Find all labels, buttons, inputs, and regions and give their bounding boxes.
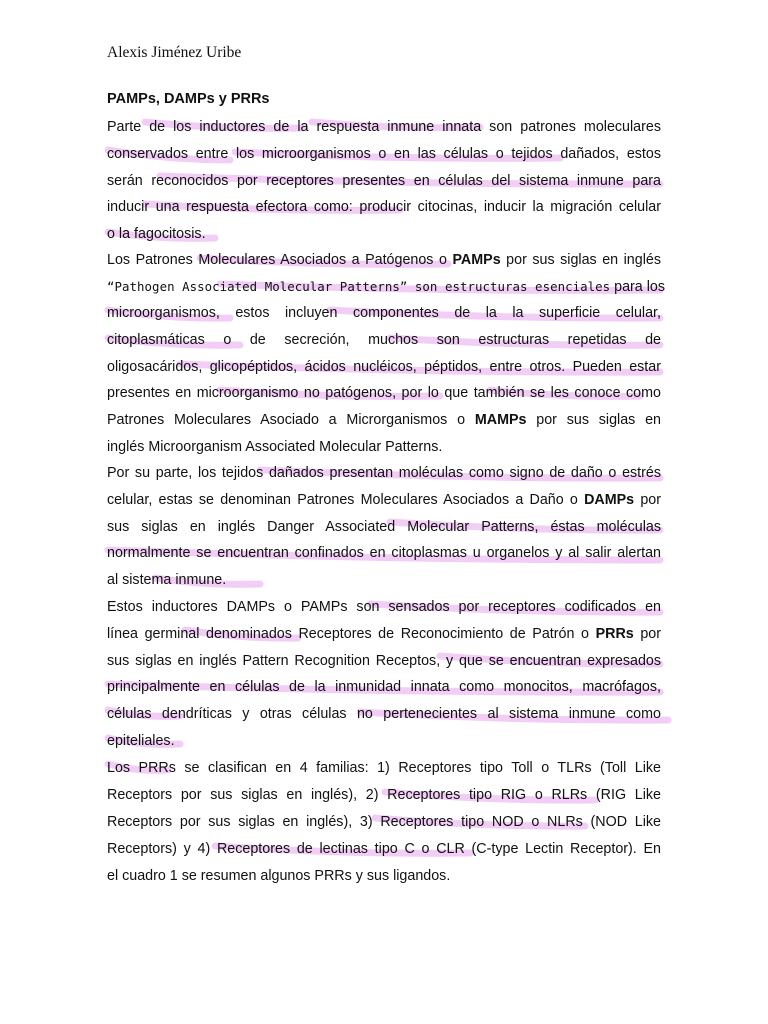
bold-term: PRRs bbox=[595, 626, 634, 642]
text-line bbox=[107, 624, 661, 644]
text-line bbox=[107, 785, 661, 805]
text-segment: por bbox=[634, 492, 661, 508]
text-line bbox=[107, 839, 661, 859]
text-line bbox=[107, 570, 661, 590]
text-segment: línea germinal denominados Receptores de Reconocimiento de Patrón o bbox=[107, 626, 596, 642]
text-line bbox=[107, 812, 661, 832]
text-segment: por sus siglas en inglés bbox=[500, 252, 661, 268]
text-line bbox=[107, 303, 661, 323]
text-segment: el cuadro 1 se resumen algunos PRRs y sus ligandos. bbox=[107, 868, 451, 884]
text-segment: “Pathogen Associated Molecular Patterns” son estructuras esenciales bbox=[107, 279, 611, 294]
text-segment: serán reconocidos por receptores presentes en células del sistema inmune para bbox=[107, 173, 661, 189]
text-segment: sus siglas en inglés Pattern Recognition Receptos, y que se encuentran expresados bbox=[107, 653, 661, 669]
text-line bbox=[107, 117, 661, 137]
text-line bbox=[107, 731, 661, 751]
text-segment: Receptors por sus siglas en inglés), 2) Receptores tipo RIG o RLRs (RIG Like bbox=[107, 787, 661, 803]
text-segment: Estos inductores DAMPs o PAMPs son sensados por receptores codificados en bbox=[107, 599, 661, 615]
text-segment: Los PRRs se clasifican en 4 familias: 1) Receptores tipo Toll o TLRs (Toll Like bbox=[107, 760, 661, 776]
text-segment: inglés Microorganism Associated Molecular Patterns. bbox=[107, 439, 443, 455]
text-segment: epiteliales. bbox=[107, 733, 175, 749]
text-segment: por bbox=[633, 626, 661, 642]
text-line bbox=[107, 597, 661, 617]
bold-term: PAMPs bbox=[452, 252, 501, 268]
text-line bbox=[107, 758, 661, 778]
text-line bbox=[107, 224, 661, 244]
text-segment: oligosacáridos, glicopéptidos, ácidos nucléicos, péptidos, entre otros. Pueden estar bbox=[107, 359, 661, 375]
text-segment: Patrones Moleculares Asociado a Microrganismos o bbox=[107, 412, 475, 428]
text-segment: para los bbox=[610, 279, 665, 295]
text-line bbox=[107, 463, 661, 483]
text-segment: células dendríticas y otras células no pertenecientes al sistema inmune como bbox=[107, 706, 661, 722]
text-segment: normalmente se encuentran confinados en citoplasmas u organelos y al salir alertan bbox=[107, 545, 661, 561]
text-segment: Por su parte, los tejidos dañados presentan moléculas como signo de daño o estrés bbox=[107, 465, 661, 481]
text-line bbox=[107, 197, 661, 217]
text-line bbox=[107, 250, 661, 270]
section-heading: PAMPs, DAMPs y PRRs bbox=[107, 91, 270, 107]
text-segment: por sus siglas en bbox=[526, 412, 661, 428]
text-segment: Parte de los inductores de la respuesta inmune innata son patrones moleculares bbox=[107, 119, 661, 135]
text-line bbox=[107, 330, 661, 350]
text-line bbox=[107, 517, 661, 537]
text-line bbox=[107, 543, 661, 563]
text-line bbox=[107, 651, 661, 671]
text-line bbox=[107, 677, 661, 697]
text-line bbox=[107, 277, 665, 297]
text-segment: microorganismos, estos incluyen componentes de la la superficie celular, bbox=[107, 305, 661, 321]
text-segment: Los Patrones Moleculares Asociados a Patógenos o bbox=[107, 252, 453, 268]
bold-term: DAMPs bbox=[584, 492, 635, 508]
text-line bbox=[107, 490, 661, 510]
text-line bbox=[107, 383, 661, 403]
text-line bbox=[107, 437, 661, 457]
text-segment: o la fagocitosis. bbox=[107, 226, 206, 242]
text-line bbox=[107, 704, 661, 724]
text-segment: presentes en microorganismo no patógenos, por lo que también se les conoce como bbox=[107, 385, 661, 401]
text-segment: principalmente en células de la inmunidad innata como monocitos, macrófagos, bbox=[107, 679, 661, 695]
text-segment: al sistema inmune. bbox=[107, 572, 227, 588]
text-segment: sus siglas en inglés Danger Associated Molecular Patterns, éstas moléculas bbox=[107, 519, 661, 535]
text-segment: celular, estas se denominan Patrones Moleculares Asociados a Daño o bbox=[107, 492, 585, 508]
text-line bbox=[107, 866, 661, 886]
bold-term: MAMPs bbox=[474, 412, 527, 428]
text-line bbox=[107, 171, 661, 191]
text-segment: Receptors) y 4) Receptores de lectinas tipo C o CLR (C-type Lectin Receptor). En bbox=[107, 841, 661, 857]
text-segment: conservados entre los microorganismos o en las células o tejidos dañados, estos bbox=[107, 146, 661, 162]
text-segment: inducir una respuesta efectora como: producir citocinas, inducir la migración celular bbox=[107, 199, 661, 215]
text-segment: Receptors por sus siglas en inglés), 3) Receptores tipo NOD o NLRs (NOD Like bbox=[107, 814, 661, 830]
text-segment: citoplasmáticas o de secreción, muchos son estructuras repetidas de bbox=[107, 332, 661, 348]
text-line bbox=[107, 144, 661, 164]
text-line bbox=[107, 357, 661, 377]
text-line bbox=[107, 410, 661, 430]
author-name: Alexis Jiménez Uribe bbox=[107, 44, 242, 61]
